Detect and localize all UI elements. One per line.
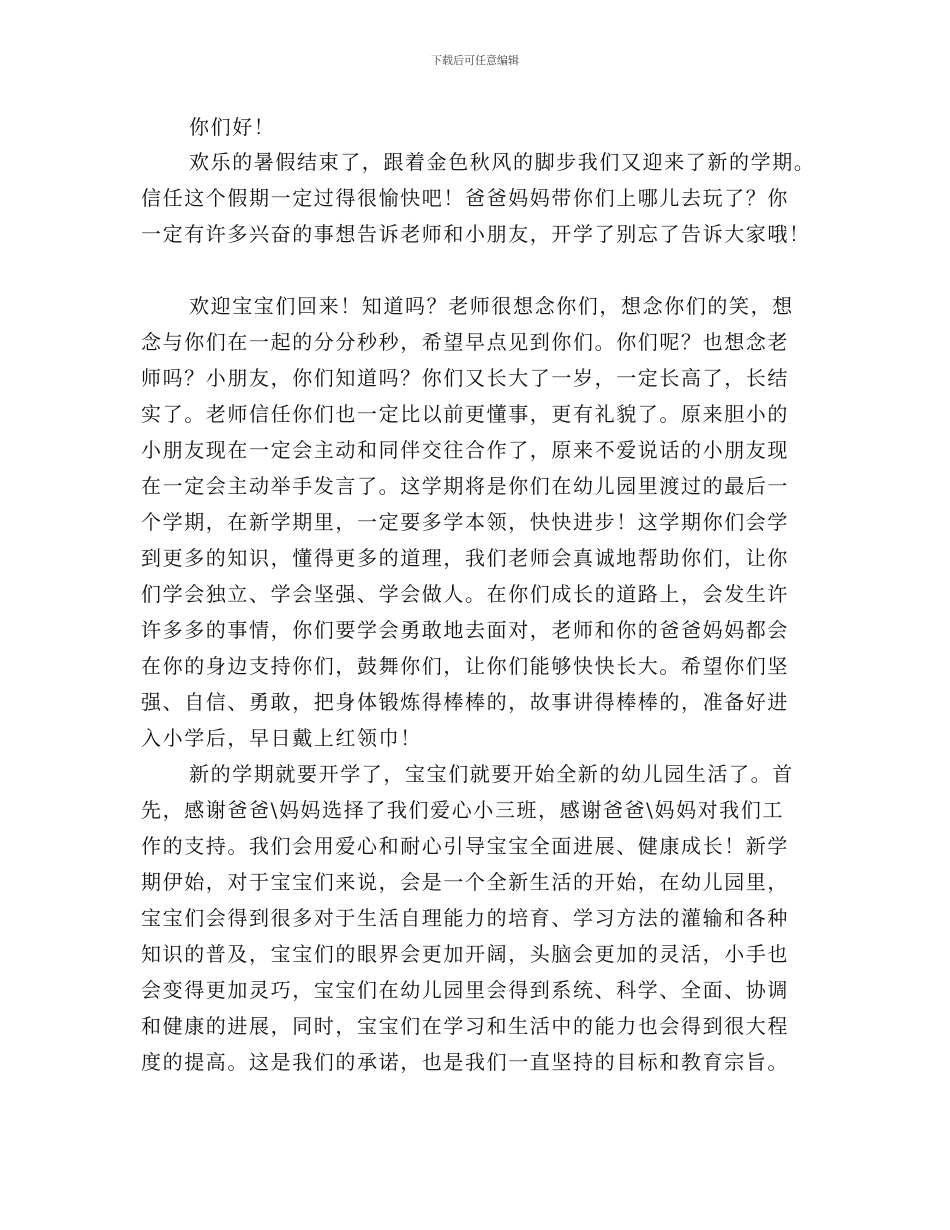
text-line: 会变得更加灵巧，宝宝们在幼儿园里会得到系统、科学、全面、协调: [141, 978, 789, 1002]
text-line: 一定有许多兴奋的事想告诉老师和小朋友，开学了别忘了告诉大家哦！: [141, 222, 811, 246]
text-line: 欢迎宝宝们回来！知道吗？老师很想念你们，想念你们的笑，想: [189, 294, 794, 318]
text-line: 在你的身边支持你们，鼓舞你们，让你们能够快快长大。希望你们坚: [141, 654, 789, 678]
page-header: 下载后可任意编辑: [431, 54, 519, 67]
text-line: 念与你们在一起的分分秒秒，希望早点见到你们。你们呢？也想念老: [141, 330, 789, 354]
text-line: 你们好！: [189, 115, 276, 139]
text-line: 入小学后，早日戴上红领巾！: [141, 726, 422, 750]
text-line: 许多多的事情，你们要学会勇敢地去面对，老师和你的爸爸妈妈都会: [141, 618, 789, 642]
text-line: 知识的普及，宝宝们的眼界会更加开阔，头脑会更加的灵活，小手也: [141, 942, 789, 966]
text-line: 实了。老师信任你们也一定比以前更懂事，更有礼貌了。原来胆小的: [141, 402, 789, 426]
text-line: 和健康的进展，同时，宝宝们在学习和生活中的能力也会得到很大程: [141, 1014, 789, 1038]
text-line: 小朋友现在一定会主动和同伴交往合作了，原来不爱说话的小朋友现: [141, 438, 789, 462]
text-line: 们学会独立、学会坚强、学会做人。在你们成长的道路上，会发生许: [141, 582, 789, 606]
text-line: 宝宝们会得到很多对于生活自理能力的培育、学习方法的灌输和各种: [141, 906, 789, 930]
text-line: 先，感谢爸爸\妈妈选择了我们爱心小三班，感谢爸爸\妈妈对我们工: [141, 798, 785, 822]
text-line: 到更多的知识，懂得更多的道理，我们老师会真诚地帮助你们，让你: [141, 546, 789, 570]
text-line: 欢乐的暑假结束了，跟着金色秋风的脚步我们又迎来了新的学期。: [189, 150, 816, 174]
text-line: 师吗？小朋友，你们知道吗？你们又长大了一岁，一定长高了，长结: [141, 366, 789, 390]
text-line: 在一定会主动举手发言了。这学期将是你们在幼儿园里渡过的最后一: [141, 474, 789, 498]
text-line: 作的支持。我们会用爱心和耐心引导宝宝全面进展、健康成长！新学: [141, 834, 789, 858]
text-line: 个学期，在新学期里，一定要多学本领，快快进步！这学期你们会学: [141, 510, 789, 534]
text-line: 期伊始，对于宝宝们来说，会是一个全新生活的开始，在幼儿园里，: [141, 870, 789, 894]
text-line: 新的学期就要开学了，宝宝们就要开始全新的幼儿园生活了。首: [189, 762, 794, 786]
text-line: 信任这个假期一定过得很愉快吧！爸爸妈妈带你们上哪儿去玩了？你: [141, 186, 789, 210]
text-line: 度的提高。这是我们的承诺，也是我们一直坚持的目标和教育宗旨。: [141, 1050, 789, 1074]
text-line: 强、自信、勇敢，把身体锻炼得棒棒的，故事讲得棒棒的，准备好进: [141, 690, 789, 714]
